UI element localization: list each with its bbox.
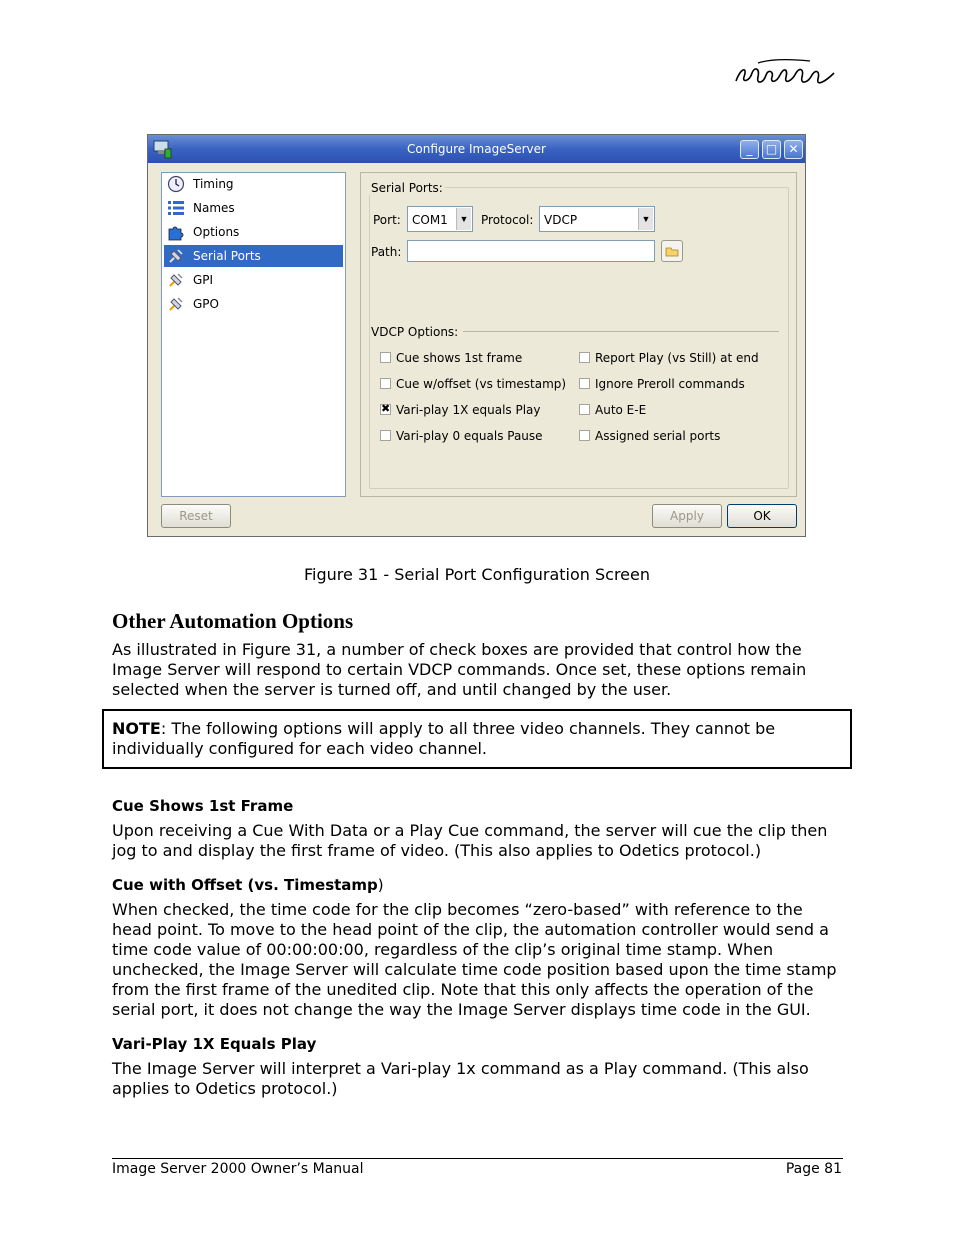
browse-button[interactable]: [661, 240, 683, 262]
checkbox-label: Ignore Preroll commands: [595, 377, 745, 391]
path-input[interactable]: [407, 240, 655, 262]
ok-button[interactable]: OK: [727, 504, 797, 528]
reset-button[interactable]: Reset: [161, 504, 231, 528]
cue-with-offset-checkbox[interactable]: [380, 378, 391, 389]
nav-item-timing[interactable]: [164, 173, 343, 195]
nav-label: Serial Ports: [193, 249, 261, 263]
checkbox-label: Auto E-E: [595, 403, 647, 417]
plug-icon: [167, 271, 185, 289]
nav-item-serial-ports[interactable]: [164, 245, 343, 267]
chevron-down-icon[interactable]: ▼: [456, 208, 471, 230]
nav-label: Options: [193, 225, 240, 239]
subsection-body: The Image Server will interpret a Vari-play 1x command as a Play command. (This also applies to Odetics protocol.): [112, 1059, 809, 1098]
note-text: [112, 719, 837, 759]
nav-label: Timing: [193, 177, 234, 191]
auto-e-e-checkbox[interactable]: [579, 404, 590, 415]
subsection-title: [112, 876, 384, 894]
subsection-body: When checked, the time code for the clip becomes “zero-based” with reference to the head point. To move to the head point of the clip, the automation controller would send a time code value of 00:00:00:00, regardless of the clip’s original time stamp. When unchecked, the Image Server will calculate time code position based upon the time stamp from the first frame of the unedited clip. Note that this only affects the operation of the serial port, it does not change the way the Image Server displays time code in the GUI.: [112, 900, 837, 1019]
figure-caption: Figure 31 - Serial Port Configuration Screen: [303, 565, 650, 584]
subsection-title: [112, 1035, 316, 1053]
checkbox-label: Vari-play 1X equals Play: [396, 403, 541, 417]
company-logo: [730, 55, 840, 95]
port-value: COM1: [412, 213, 448, 227]
footer-rule: [112, 1158, 843, 1159]
path-label: Path:: [371, 245, 402, 259]
footer-page-number: Page 81: [785, 1161, 842, 1177]
settings-nav: [161, 172, 346, 497]
checkbox-label: Report Play (vs Still) at end: [595, 351, 759, 365]
plug-icon: [167, 295, 185, 313]
configure-dialog: [147, 134, 806, 537]
plug-icon: [167, 247, 185, 265]
subsection-body: Upon receiving a Cue With Data or a Play Cue command, the server will cue the clip then jog to and display the first frame of video. (This also applies to Odetics protocol.): [112, 821, 828, 860]
assigned-serial-ports-checkbox[interactable]: [579, 430, 590, 441]
intro-paragraph: As illustrated in Figure 31, a number of check boxes are provided that control how the Image Server will respond to certain VDCP commands. Once set, these options remain selected when the server is turned off, and until changed by the user.: [112, 640, 807, 699]
vdcp-options-label: VDCP Options:: [371, 325, 459, 339]
subsection-title: [112, 797, 293, 815]
protocol-label: Protocol:: [481, 213, 534, 227]
checkbox-label: Cue shows 1st frame: [396, 351, 523, 365]
port-dropdown[interactable]: [407, 206, 473, 232]
folder-icon: [662, 241, 682, 261]
minimize-button[interactable]: _: [740, 140, 759, 159]
subsection-title-text: Vari-Play 1X Equals Play: [112, 1035, 317, 1053]
chevron-down-icon[interactable]: ▼: [638, 208, 653, 230]
checkbox-label: Assigned serial ports: [595, 429, 721, 443]
protocol-value: VDCP: [544, 213, 578, 227]
list-icon: [167, 199, 185, 217]
serial-ports-panel: [360, 172, 797, 497]
checkbox-label: Cue w/offset (vs timestamp): [396, 377, 567, 391]
nav-label: Names: [193, 201, 235, 215]
title-bar: [148, 135, 805, 163]
maximize-button[interactable]: □: [762, 140, 781, 159]
note-body: : The following options will apply to all three video channels. They cannot be individually configured for each video channel.: [112, 719, 776, 758]
nav-label: GPI: [193, 273, 214, 287]
checkbox-label: Vari-play 0 equals Pause: [396, 429, 543, 443]
nav-item-options[interactable]: [164, 221, 343, 243]
nav-item-names[interactable]: [164, 197, 343, 219]
nav-item-gpi[interactable]: [164, 269, 343, 291]
clock-icon: [167, 175, 185, 193]
serial-ports-group-label: Serial Ports:: [371, 181, 443, 195]
note-label: NOTE: [112, 719, 161, 738]
port-label: Port:: [373, 213, 401, 227]
divider: [463, 331, 779, 332]
subsection-title-suffix: ): [377, 876, 384, 894]
ignore-preroll-checkbox[interactable]: [579, 378, 590, 389]
nav-label: GPO: [193, 297, 219, 311]
apply-button[interactable]: Apply: [652, 504, 722, 528]
window-title: Configure ImageServer: [407, 142, 546, 156]
footer-manual-title: Image Server 2000 Owner’s Manual: [112, 1161, 364, 1177]
close-button[interactable]: ✕: [784, 140, 803, 159]
vari-play-0-checkbox[interactable]: [380, 430, 391, 441]
report-play-checkbox[interactable]: [579, 352, 590, 363]
subsection-title-text: Cue Shows 1st Frame: [112, 797, 294, 815]
section-heading: Other Automation Options: [112, 609, 354, 633]
nav-item-gpo[interactable]: [164, 293, 343, 315]
vari-play-1x-checkbox[interactable]: ✖: [381, 403, 391, 415]
note-box: [102, 709, 852, 769]
puzzle-icon: [167, 223, 185, 241]
protocol-dropdown[interactable]: [539, 206, 655, 232]
cue-shows-1st-frame-checkbox[interactable]: [380, 352, 391, 363]
subsection-title-text: Cue with Offset (vs. Timestamp: [112, 876, 378, 894]
